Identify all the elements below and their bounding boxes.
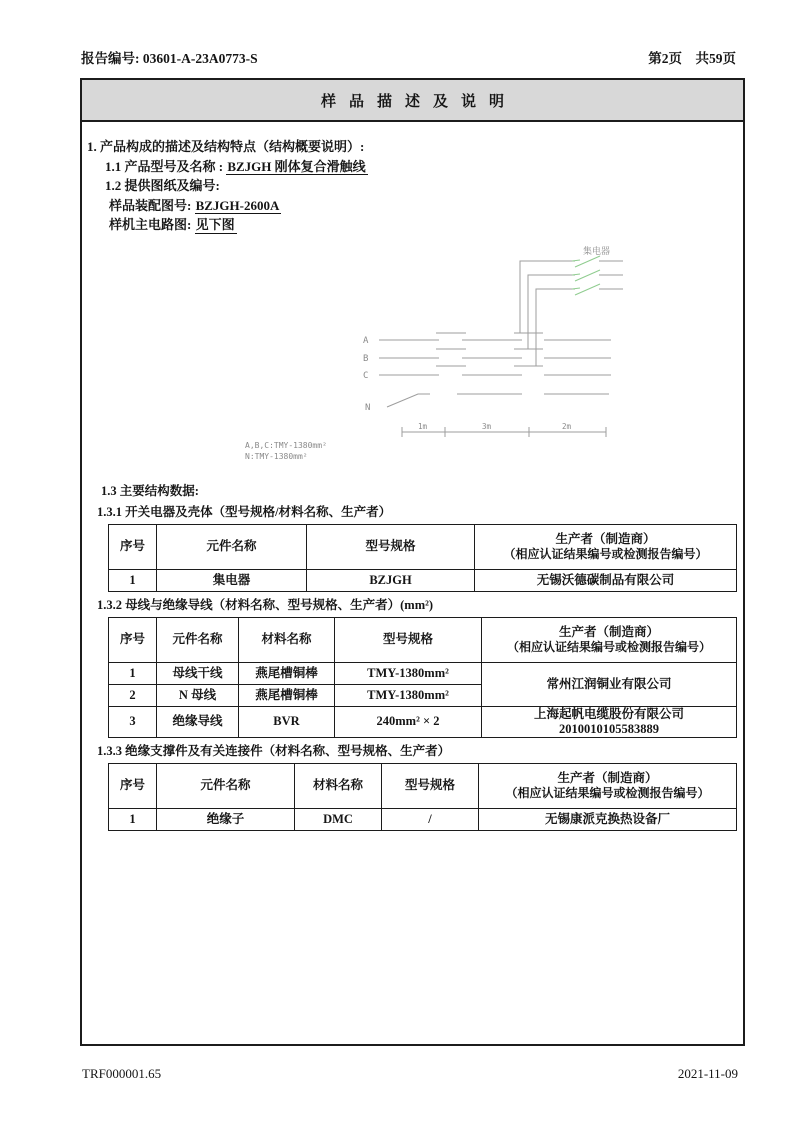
producer-two-line-cell: 上海起帆电缆股份有限公司 2010010105583889 [482, 706, 737, 737]
switch-blade-2 [572, 270, 600, 281]
page-number: 第2页 共59页 [648, 51, 736, 66]
main-circuit-value: 见下图 [195, 217, 235, 232]
busbar-spec-note-2: N:TMY-1380mm² [245, 451, 308, 461]
dimension-3m: 3m [482, 421, 492, 431]
dimension-line [402, 427, 606, 437]
col-header-material: 材料名称 [239, 617, 335, 662]
intro-line-1: 1. 产品构成的描述及结构特点（结构概要说明）: [87, 139, 365, 154]
col-header-part: 元件名称 [157, 617, 239, 662]
main-box [80, 78, 745, 1046]
phase-label-a: A [363, 335, 369, 346]
table-switchgear-header-row [109, 524, 737, 569]
switch-blade-1 [572, 256, 600, 267]
intro-block [82, 137, 743, 235]
collector-wire-2 [528, 275, 575, 349]
table-row: 1 绝缘子 DMC / 无锡康派克换热设备厂 [109, 808, 737, 830]
table-insulators-header-row [109, 763, 737, 808]
section-1-3-1-heading: 1.3.1 开关电器及壳体（型号规格/材料名称、生产者） [97, 504, 392, 519]
col-header-seq: 序号 [109, 524, 157, 569]
report-number: 报告编号: 03601-A-23A0773-S [81, 51, 258, 66]
main-circuit-label: 样机主电路图: [109, 217, 195, 232]
table-row: 3 绝缘导线 BVR 240mm² × 2 上海起帆电缆股份有限公司 2010010105583889 [109, 706, 737, 737]
section-1-3-heading: 1.3 主要结构数据: [101, 483, 199, 498]
table-switchgear [108, 524, 737, 592]
producer-merged-cell: 常州江润铜业有限公司 [482, 662, 737, 706]
conductor-lines [379, 261, 623, 437]
busbar-spec-note-1: A,B,C:TMY-1380mm² [245, 440, 327, 450]
col-header-seq: 序号 [109, 617, 157, 662]
product-model-label: 1.1 产品型号及名称 : [105, 158, 227, 174]
dimension-1m: 1m [418, 421, 428, 431]
assembly-drawing-value: BZJGH-2600A [195, 197, 280, 213]
table-insulators [108, 763, 737, 831]
dimension-2m: 2m [562, 421, 572, 431]
main-circuit-diagram [239, 243, 644, 475]
intro-line-3: 1.2 提供图纸及编号: [105, 178, 220, 193]
col-header-part: 元件名称 [157, 763, 295, 808]
footer-form-number: TRF000001.65 [82, 1066, 162, 1081]
collector-label: 集电器 [583, 245, 611, 256]
table-row: 1 集电器 BZJGH 无锡沃德碳制品有限公司 [109, 569, 737, 591]
title-bar [82, 80, 743, 122]
assembly-drawing-label: 样品装配图号: [109, 197, 195, 213]
collector-wire-3 [536, 289, 575, 366]
col-header-producer: 生产者（制造商） （相应认证结果编号或检测报告编号） [482, 617, 737, 662]
section-1-3-2-heading: 1.3.2 母线与绝缘导线（材料名称、型号规格、生产者）(mm²) [97, 597, 434, 612]
phase-label-c: C [363, 370, 369, 381]
col-header-part: 元件名称 [157, 524, 307, 569]
table-row: 1 母线干线 燕尾槽铜棒 TMY-1380mm² 常州江润铜业有限公司 [109, 662, 737, 684]
page-title: 样品描述及说明 [320, 93, 517, 110]
intro-line-4 [82, 196, 743, 216]
page-footer [82, 1066, 738, 1082]
section-1-3-3-heading: 1.3.3 绝缘支撑件及有关连接件（材料名称、型号规格、生产者） [97, 743, 451, 758]
table-busbars-header-row [109, 617, 737, 662]
col-header-producer: 生产者（制造商） （相应认证结果编号或检测报告编号） [479, 763, 737, 808]
switch-blade-3 [572, 284, 600, 295]
table-row: 2 N 母线 燕尾槽铜棒 TMY-1380mm² [109, 684, 737, 706]
busbar-N [387, 394, 609, 407]
col-header-material: 材料名称 [295, 763, 382, 808]
col-header-model: 型号规格 [307, 524, 475, 569]
page-header [81, 47, 736, 67]
phase-label-b: B [363, 353, 369, 364]
product-model-value: BZJGH 刚体复合滑触线 [227, 158, 366, 174]
phase-label-n: N [365, 402, 371, 413]
table-busbars [108, 617, 737, 738]
collector-switches [572, 256, 600, 295]
intro-line-5 [82, 215, 743, 235]
col-header-producer: 生产者（制造商） （相应认证结果编号或检测报告编号） [475, 524, 737, 569]
col-header-model: 型号规格 [335, 617, 482, 662]
footer-date: 2021-11-09 [677, 1066, 738, 1081]
col-header-model: 型号规格 [382, 763, 479, 808]
box-content [82, 122, 743, 831]
intro-line-2 [82, 157, 743, 177]
col-header-seq: 序号 [109, 763, 157, 808]
